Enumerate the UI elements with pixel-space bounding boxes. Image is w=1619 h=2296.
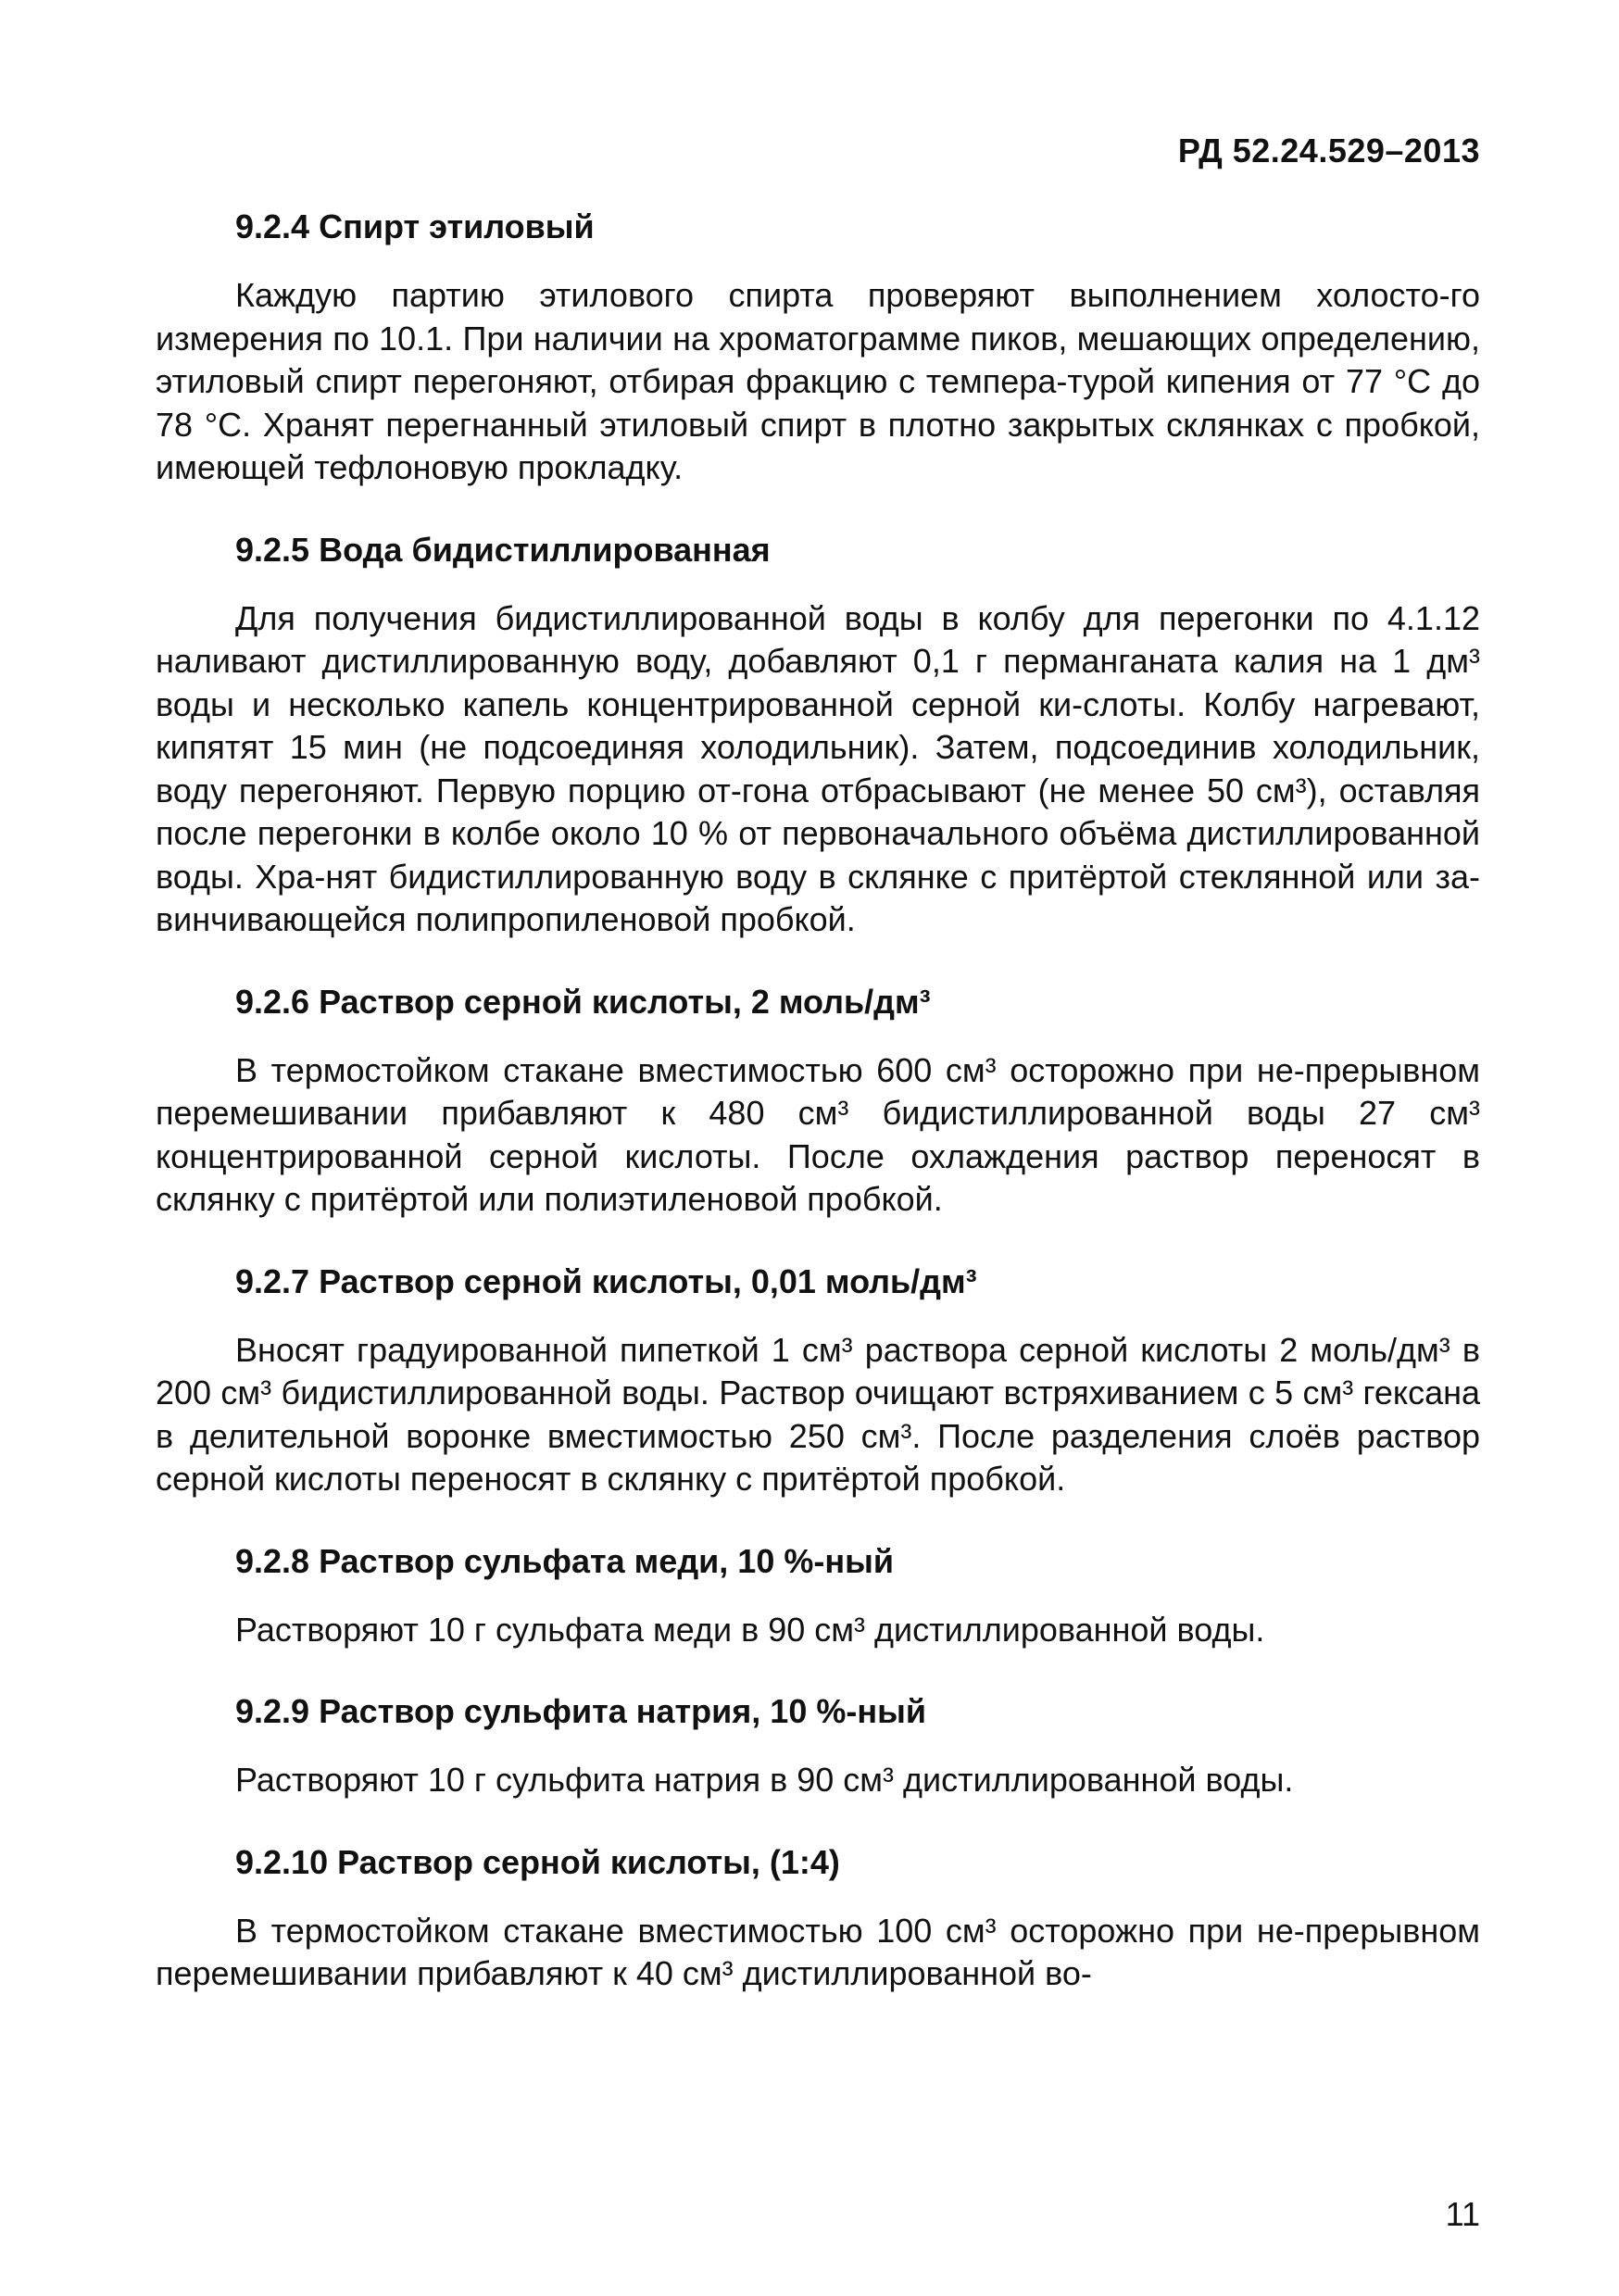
document-body [156, 206, 1480, 2035]
section-9-2-8 [156, 1540, 1480, 1652]
section-paragraph: Растворяют 10 г сульфата меди в 90 см³ дистиллированной воды. [235, 1610, 1265, 1649]
section-paragraph: Вносят градуированной пипеткой 1 см³ раствора серной кислоты 2 моль/дм³ в 200 см³ бидистиллированной воды. Раствор очищают встряхиванием с 5 см³ гексана в делительной воронке вместимостью 250 см³. После разделения слоёв раствор серной кислоты переносят в склянку с притёртой пробкой. [156, 1330, 1480, 1498]
section-paragraph: В термостойком стакане вместимостью 100 см³ осторожно при не-прерывном перемешивании прибавляют к 40 см³ дистиллированной во- [156, 1911, 1480, 1992]
section-9-2-4 [156, 206, 1480, 490]
section-heading: 9.2.10 Раствор серной кислоты, (1:4) [235, 1842, 840, 1881]
section-heading: 9.2.7 Раствор серной кислоты, 0,01 моль/дм³ [235, 1261, 977, 1300]
section-9-2-7 [156, 1261, 1480, 1501]
page-number: 11 [1445, 2195, 1480, 2233]
section-heading: 9.2.6 Раствор серной кислоты, 2 моль/дм³ [235, 982, 931, 1021]
section-heading: 9.2.8 Раствор сульфата меди, 10 %-ный [235, 1541, 894, 1580]
section-heading: 9.2.9 Раствор сульфита натрия, 10 %-ный [235, 1692, 926, 1730]
section-9-2-9 [156, 1690, 1480, 1802]
section-9-2-5 [156, 529, 1480, 942]
document-code: РД 52.24.529–2013 [1177, 132, 1480, 169]
section-paragraph: В термостойком стакане вместимостью 600 см³ осторожно при не-прерывном перемешивании прибавляют к 480 см³ бидистиллированной воды 27 см³ концентрированной серной кислоты. После охлаждения раствор переносят в склянку с притёртой или полиэтиленовой пробкой. [156, 1050, 1480, 1218]
section-paragraph: Каждую партию этилового спирта проверяют выполнением холосто-го измерения по 10.1. При наличии на хроматограмме пиков, мешающих определению, этиловый спирт перегоняют, отбирая фракцию с темпера-турой кипения от 77 °С до 78 °С. Хранят перегнанный этиловый спирт в плотно закрытых склянках с пробкой, имеющей тефлоновую прокладку. [156, 276, 1480, 486]
section-heading: 9.2.4 Спирт этиловый [235, 207, 595, 245]
section-9-2-6 [156, 981, 1480, 1222]
section-paragraph: Для получения бидистиллированной воды в колбу для перегонки по 4.1.12 наливают дистиллированную воду, добавляют 0,1 г перманганата калия на 1 дм³ воды и несколько капель концентрированной серной ки-слоты. Колбу нагревают, кипятят 15 мин (не подсоединяя холодильник). Затем, подсоединив холодильник, воду перегоняют. Первую порцию от-гона отбрасывают (не менее 50 см³), оставляя после перегонки в колбе около 10 % от первоначального объёма дистиллированной воды. Хра-нят бидистиллированную воду в склянке с притёртой стеклянной или за-винчивающейся полипропиленовой пробкой. [156, 598, 1480, 938]
section-paragraph: Растворяют 10 г сульфита натрия в 90 см³ дистиллированной воды. [235, 1761, 1294, 1799]
section-heading: 9.2.5 Вода бидистиллированная [235, 530, 771, 569]
section-9-2-10 [156, 1841, 1480, 1996]
